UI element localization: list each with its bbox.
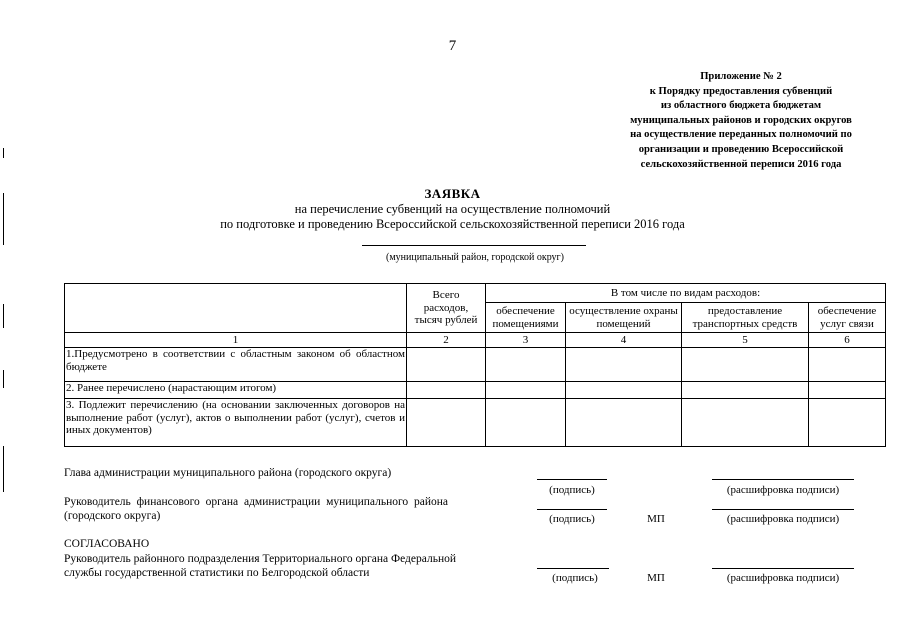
scan-edge-mark <box>3 370 4 388</box>
table-header-empty <box>65 284 407 333</box>
table-cell <box>486 399 566 447</box>
table-cell <box>566 382 682 399</box>
signature-line <box>537 479 607 480</box>
table-cell <box>486 348 566 382</box>
row-label: 3. Подлежит перечислению (на основании заключенных договоров на выполнение работ (услуг), актов о выполнении работ (услуг), счетов и иных документов) <box>65 399 407 447</box>
column-number: 4 <box>566 333 682 348</box>
finance-head-label: Руководитель финансового органа администрации муниципального района (городского округа) <box>64 496 448 522</box>
signature-caption: (подпись) <box>549 484 595 496</box>
appendix-line: на осуществление переданных полномочий по <box>630 129 852 141</box>
agreed-label: СОГЛАСОВАНО <box>64 538 150 550</box>
table-header-group: В том числе по видам расходов: <box>486 284 886 303</box>
appendix-line: к Порядку предоставления субвенций <box>649 85 833 97</box>
table-cell <box>809 399 886 447</box>
row-label: 2. Ранее перечислено (нарастающим итогом) <box>65 382 407 399</box>
scan-edge-mark <box>3 446 4 492</box>
column-number: 3 <box>486 333 566 348</box>
table-row <box>65 382 886 399</box>
table-cell <box>407 348 486 382</box>
signature-line <box>537 509 607 510</box>
document-title-block <box>0 186 905 232</box>
decoding-caption: (расшифровка подписи) <box>726 484 840 496</box>
municipality-fill-line <box>362 245 586 246</box>
table-subheader: обеспечение помещениями <box>486 303 566 333</box>
table-row <box>65 348 886 382</box>
stat-head-label: Руководитель районного подразделения Территориального органа Федеральной службы государственной статистики по Белгородской области <box>64 553 456 579</box>
appendix-line: организации и проведению Всероссийской <box>638 143 844 155</box>
appendix-line: из областного бюджета бюджетам <box>660 100 822 112</box>
appendix-line: сельскохозяйственной переписи 2016 года <box>640 158 842 170</box>
decoding-line <box>712 479 854 480</box>
table-subheader: осуществление охраны помещений <box>566 303 682 333</box>
decoding-line <box>712 509 854 510</box>
table-subheader: предоставление транспортных средств <box>682 303 809 333</box>
municipality-caption: (муниципальный район, городской округ) <box>385 252 564 263</box>
column-number: 6 <box>809 333 886 348</box>
table-cell <box>682 348 809 382</box>
table-cell <box>809 348 886 382</box>
row-label: 1.Предусмотрено в соответствии с областным законом об областном бюджете <box>65 348 407 382</box>
document-subtitle-line: по подготовке и проведению Всероссийской сельскохозяйственной переписи 2016 года <box>220 217 685 231</box>
table-cell <box>486 382 566 399</box>
page-number: 7 <box>448 38 457 54</box>
column-number: 5 <box>682 333 809 348</box>
table-row <box>65 399 886 447</box>
appendix-header <box>596 70 886 172</box>
table-cell <box>407 382 486 399</box>
document-title: ЗАЯВКА <box>424 186 481 201</box>
table-header-total: Всего расходов, тысяч рублей <box>407 284 486 333</box>
signature-caption: (подпись) <box>552 572 598 584</box>
table-cell <box>566 399 682 447</box>
appendix-line: муниципальных районов и городских округов <box>630 114 852 126</box>
signature-line <box>537 568 609 569</box>
decoding-caption: (расшифровка подписи) <box>726 513 840 525</box>
appendix-line: Приложение № 2 <box>700 71 782 82</box>
scan-edge-mark <box>3 304 4 328</box>
decoding-line <box>712 568 854 569</box>
table-cell <box>407 399 486 447</box>
table-cell <box>682 399 809 447</box>
subvention-request-table <box>64 283 886 447</box>
scan-edge-mark <box>3 193 4 245</box>
table-cell <box>566 348 682 382</box>
table-cell <box>682 382 809 399</box>
scan-edge-mark <box>3 148 4 158</box>
table-subheader: обеспечение услуг связи <box>809 303 886 333</box>
head-admin-label: Глава администрации муниципального района (городского округа) <box>64 467 392 479</box>
column-number: 1 <box>65 333 407 348</box>
signature-caption: (подпись) <box>549 513 595 525</box>
column-number: 2 <box>407 333 486 348</box>
decoding-caption: (расшифровка подписи) <box>726 572 840 584</box>
seal-label: МП <box>647 513 665 525</box>
table-cell <box>809 382 886 399</box>
seal-label: МП <box>647 572 665 584</box>
document-subtitle-line: на перечисление субвенций на осуществление полномочий <box>294 202 611 216</box>
